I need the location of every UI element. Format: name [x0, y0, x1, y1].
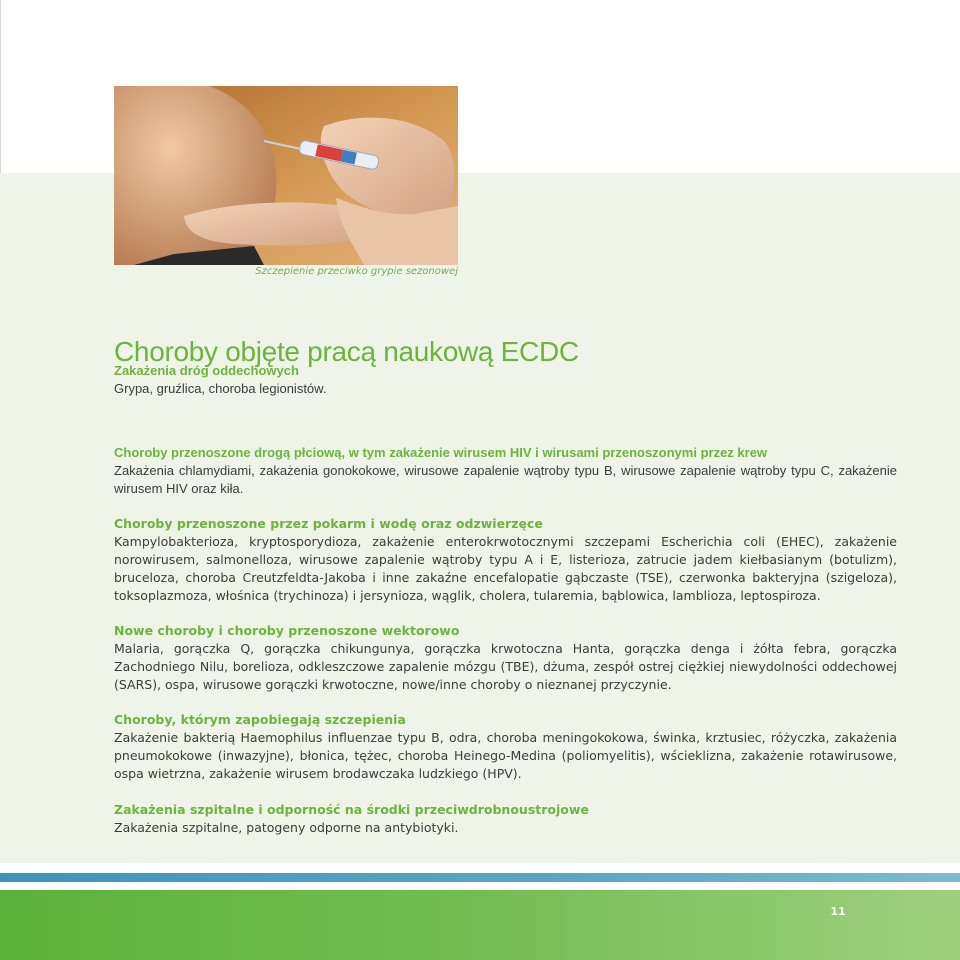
section-heading: Zakażenia dróg oddechowych — [114, 363, 299, 378]
section-heading: Zakażenia szpitalne i odporność na środki przeciwdrobnoustrojowe — [114, 802, 589, 817]
section-heading: Choroby przenoszone drogą płciową, w tym zakażenie wirusem HIV i wirusami przenoszonymi przez krew — [114, 445, 768, 460]
footer-green-band — [0, 890, 960, 960]
section-body: Zakażenia szpitalne, patogeny odporne na antybiotyki. — [114, 820, 459, 835]
section-body: Zakażenie bakterią Haemophilus influenzae typu B, odra, choroba meningokokowa, świnka, krztusiec, różyczka, zakażenia pneumokokowe (inwazyjne), błonica, tężec, choroba Heinego-Medina (poliomyelitis), wścieklizna, zakażenie rotawirusowe, ospa wietrzna, zakażenie wirusem brodawczaka ludzkiego (HPV). — [114, 730, 897, 781]
vaccination-photo — [114, 86, 458, 265]
page-title: Choroby objęte pracą naukową ECDC — [114, 336, 579, 367]
section-emerging-vector-borne — [114, 622, 897, 694]
section-food-water-zoonotic — [114, 515, 897, 605]
photo-caption: Szczepienie przeciwko grypie sezonowej — [255, 266, 458, 277]
section-heading: Choroby przenoszone przez pokarm i wodę oraz odzwierzęce — [114, 516, 543, 531]
section-vaccine-preventable — [114, 711, 897, 783]
section-body: Grypa, gruźlica, choroba legionistów. — [114, 381, 327, 396]
section-body: Zakażenia chlamydiami, zakażenia gonokokowe, wirusowe zapalenie wątroby typu B, wirusowe zapalenie wątroby typu C, zakażenie wirusem HIV oraz kiła. — [114, 463, 897, 496]
section-heading: Choroby, którym zapobiegają szczepienia — [114, 712, 406, 727]
footer-blue-band — [0, 873, 960, 882]
page-number: 11 — [830, 905, 846, 918]
section-heading: Nowe choroby i choroby przenoszone wektorowo — [114, 623, 460, 638]
section-body: Kampylobakterioza, kryptosporydioza, zakażenie enterokrwotocznymi szczepami Escherichia coli (EHEC), zakażenie norowirusem, salmonelloza, wirusowe zapalenie wątroby typu A i E, listerioza, zatrucie jadem kiełbasianym (botulizm), bruceloza, choroba Creutzfeldta-Jakoba i inne zakaźne encefalopatie gąbczaste (TSE), czerwonka bakteryjna (szigeloza), toksoplazmoza, włośnica (trychinoza) i jersynioza, wąglik, cholera, tularemia, bąblowica, lamblioza, leptospiroza. — [114, 534, 897, 603]
section-body: Malaria, gorączka Q, gorączka chikungunya, gorączka krwotoczna Hanta, gorączka denga i żółta febra, gorączka Zachodniego Nilu, borelioza, odkleszczowe zapalenie mózgu (TBE), dżuma, zespół ostrej ciężkiej niewydolności oddechowej (SARS), ospa, wirusowe gorączki krwotoczne, nowe/inne choroby o nieznanej przyczynie. — [114, 641, 897, 692]
section-hospital-infections — [114, 801, 897, 837]
top-left-rule — [0, 0, 1, 173]
section-sexually-transmitted — [114, 444, 897, 498]
section-respiratory — [114, 362, 897, 398]
